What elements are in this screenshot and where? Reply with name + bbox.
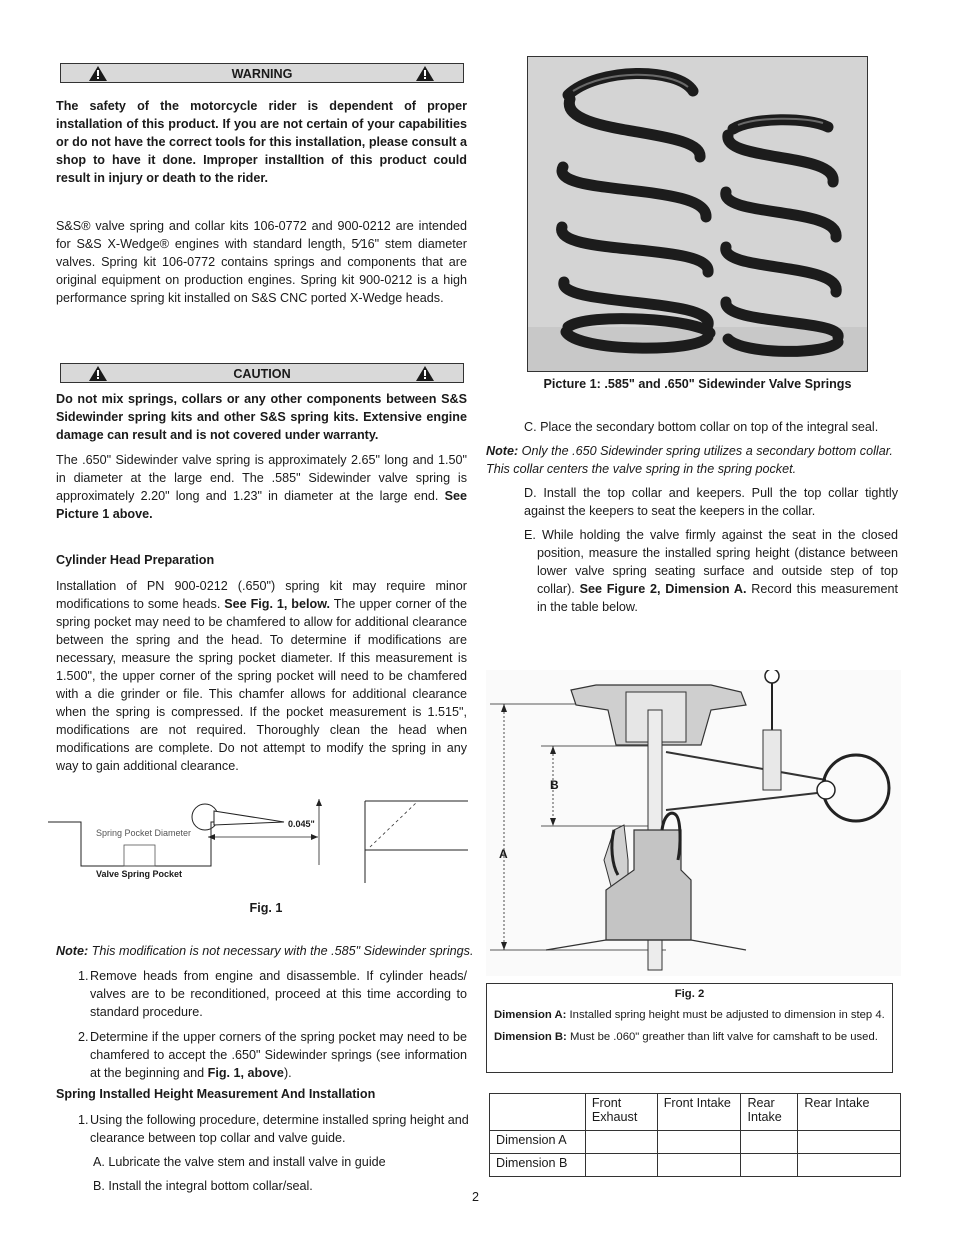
table-row — [490, 1131, 901, 1154]
step-2-number: 2. — [78, 1030, 89, 1044]
dim-a-text: Installed spring height must be adjusted to dimension in step 4. — [566, 1009, 885, 1021]
table-header-cell: Rear Intake — [798, 1094, 901, 1131]
note-modification — [56, 942, 476, 960]
install-step-b: B. Install the integral bottom collar/seal. — [93, 1179, 313, 1193]
dimension-a-description — [494, 1007, 885, 1023]
dimension-b-description — [494, 1029, 885, 1045]
caution-label: CAUTION — [233, 367, 291, 381]
warning-triangle-icon — [88, 65, 108, 82]
valve-springs-photo — [527, 56, 868, 372]
warning-banner — [60, 63, 464, 83]
dimension-a-label: A — [499, 847, 508, 861]
install-step-a: A. Lubricate the valve stem and install valve in guide — [93, 1155, 386, 1169]
install-step-e-ref: See Figure 2, Dimension A. — [579, 582, 747, 596]
dim-b-label: Dimension B: — [494, 1031, 567, 1043]
page-number: 2 — [472, 1190, 480, 1204]
table-cell: Dimension B — [490, 1154, 586, 1177]
table-cell[interactable] — [741, 1131, 798, 1154]
spec-ref: See Picture 1 above. — [56, 489, 467, 521]
install-step-1-text: Using the following procedure, determine installed spring height and clearance between top collar and valve guide. — [90, 1113, 469, 1145]
warning-text: The safety of the motorcycle rider is dependent of proper installation of this product. If you are not certain of your capabilities or do not have the correct tools for this installation, please consult a shop to have it done. Improper installtion of this product could result in injury or death to the rider. — [56, 99, 467, 185]
install-step-1-number: 1. — [78, 1113, 89, 1127]
warning-triangle-icon — [415, 65, 435, 82]
cylinder-head-paragraph — [56, 577, 467, 775]
valve-spring-pocket-label: Valve Spring Pocket — [96, 869, 183, 879]
table-cell[interactable] — [798, 1154, 901, 1177]
table-cell[interactable] — [585, 1131, 657, 1154]
table-header-row — [490, 1094, 901, 1131]
table-cell[interactable] — [798, 1131, 901, 1154]
warning-triangle-icon — [415, 365, 435, 382]
table-header-cell: Front Intake — [657, 1094, 741, 1131]
install-step-c: C. Place the secondary bottom collar on top of the integral seal. — [524, 420, 879, 434]
table-cell: Dimension A — [490, 1131, 586, 1154]
table-header-cell — [490, 1094, 586, 1131]
spec-paragraph — [56, 451, 467, 523]
measurement-table — [489, 1093, 901, 1177]
spec-text: The .650" Sidewinder valve spring is approximately 2.65" long and 1.50" in diameter at the large end. The .585" Sidewinder valve spring is approximately 2.20" long and 1.23" in diameter at the large end. — [56, 453, 467, 503]
install-step-d: D. Install the top collar and keepers. Pull the top collar tightly against the keepers to seat the keepers in the collar. — [524, 486, 898, 518]
intro-paragraph: S&S® valve spring and collar kits 106-0772 and 900-0212 are intended for S&S X-Wedge® engines with standard length, 5⁄16" stem diameter valves. Spring kit 106-0772 contains springs and components that are original equipment on production engines. Spring kit 900-0212 is a high performance spring kit installed on S&S CNC ported X-Wedge heads. — [56, 219, 467, 305]
step-2-body: Determine if the upper corners of the spring pocket may need to be chamfered to accept the .650" Sidewinder springs (see information at the beginning and — [90, 1030, 467, 1080]
install-note — [486, 442, 901, 478]
fig1-dimension-label: 0.045" — [288, 819, 315, 829]
table-header-cell: Rear Intake — [741, 1094, 798, 1131]
fig2-legend-box — [486, 983, 893, 1073]
step-1-number: 1. — [78, 969, 89, 983]
table-cell[interactable] — [585, 1154, 657, 1177]
table-cell[interactable] — [741, 1154, 798, 1177]
step-2-text — [90, 1028, 467, 1082]
fig2-caption: Fig. 2 — [674, 988, 705, 1000]
install-step-e-text-1: E. While holding the valve firmly against the seat in the closed position, measure the installed spring height (distance between lower valve spring seating surface and outside step of top collar). — [524, 528, 898, 596]
table-row — [490, 1154, 901, 1177]
warning-label: WARNING — [231, 67, 293, 81]
springs-illustration — [528, 57, 867, 371]
install-step-e — [524, 526, 898, 616]
step-2-end: ). — [283, 1066, 292, 1080]
fig2-diagram — [486, 670, 901, 976]
caution-text: Do not mix springs, collars or any other components between S&S Sidewinder spring kits and other S&S spring kits. Extensive engine damage can result and is not covered under warranty. — [56, 392, 467, 442]
install-note-label: Note: — [486, 444, 519, 458]
picture-1-caption: Picture 1: .585" and .650" Sidewinder Valve Springs — [543, 377, 852, 391]
note-label: Note: — [56, 944, 89, 958]
spring-pocket-diameter-label: Spring Pocket Diameter — [96, 828, 192, 838]
step-2-ref: Fig. 1, above — [207, 1066, 284, 1080]
warning-triangle-icon — [88, 365, 108, 382]
table-header-cell: Front Exhaust — [585, 1094, 657, 1131]
table-cell[interactable] — [657, 1131, 741, 1154]
install-note-text: Only the .650 Sidewinder spring utilizes a secondary bottom collar. This collar centers the valve spring in the spring pocket. — [486, 444, 893, 476]
cyl-text-2: The upper corner of the spring pocket may need to be chamfered to allow for additional clearance between the spring and the head. To determine if modifications are necessary, measure the spring pocket diameter. If this measurement is 1.500", the upper corner of the spring pocket will need to be chamfered with a die grinder or file. This chamfer allows for additional clearance when the spring is compressed. If the pocket measurement is 1.515", modifications are not required. Thoroughly clean the head when modifications are complete. Do not attempt to modify the spring in any way to gain additional clearance. — [56, 597, 467, 773]
dim-a-label: Dimension A: — [494, 1009, 567, 1021]
installation-heading: Spring Installed Height Measurement And Installation — [56, 1087, 376, 1101]
dimension-b-label: B — [550, 778, 559, 792]
cyl-text-1: Installation of PN 900-0212 (.650") spring kit may require minor modifications to some heads. — [56, 579, 467, 611]
cylinder-head-heading: Cylinder Head Preparation — [56, 553, 215, 567]
table-cell[interactable] — [657, 1154, 741, 1177]
install-step-e-text-2: Record this measurement in the table below. — [537, 582, 898, 614]
caution-banner — [60, 363, 464, 383]
dim-b-text: Must be .060" greather than lift valve for camshaft to be used. — [566, 1031, 878, 1043]
cyl-ref: See Fig. 1, below. — [224, 597, 331, 611]
note-text: This modification is not necessary with the .585" Sidewinder springs. — [88, 944, 474, 958]
step-1-text: Remove heads from engine and disassemble. If cylinder heads/ valves are to be reconditioned, proceed at this time according to standard procedure. — [90, 969, 467, 1019]
fig1-caption: Fig. 1 — [249, 901, 283, 915]
